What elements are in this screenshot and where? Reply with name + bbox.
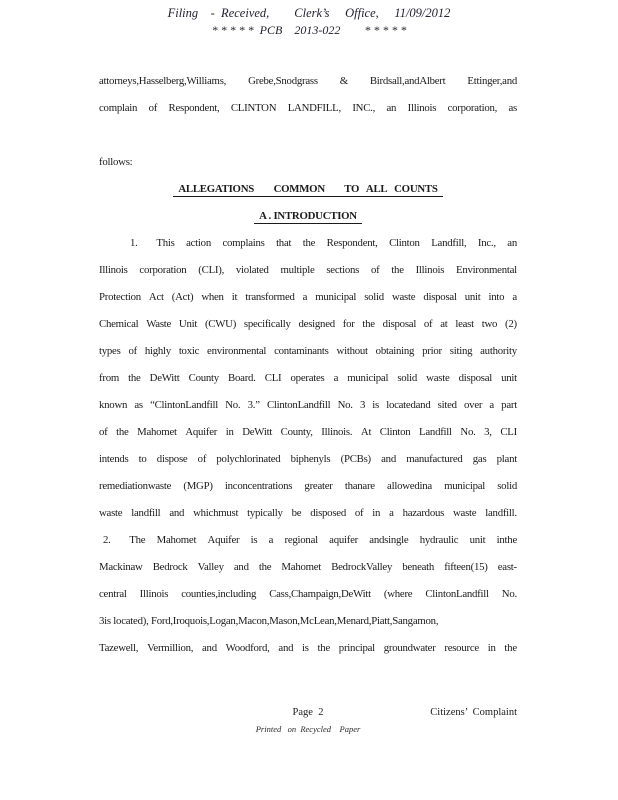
doc-line: waste landfill and whichmust typically be disposed of in a hazardous waste landfill. xyxy=(99,507,517,519)
document-title: Citizens’ Complaint xyxy=(430,707,517,718)
doc-line: Protection Act (Act) when it transformed a municipal solid waste disposal unit into a xyxy=(99,291,517,303)
doc-line: central Illinois counties,including Cass,Champaign,DeWitt (where ClintonLandfill No. xyxy=(99,588,517,600)
heading-introduction xyxy=(99,203,517,230)
doc-line: intends to dispose of polychlorinated biphenyls (PCBs) and manufactured gas plant xyxy=(99,453,517,465)
doc-line: remediationwaste (MGP) inconcentrations greater thanare allowedina municipal solid xyxy=(99,480,517,492)
stamp-line-1: Filing - Received, Clerk’s Office, 11/09/2012 xyxy=(167,6,451,20)
heading-introduction-text: A . INTRODUCTION xyxy=(254,210,362,224)
doc-line: types of highly toxic environmental contaminants without obtaining prior siting authority xyxy=(99,345,517,357)
doc-line: 3is located), Ford,Iroquois,Logan,Macon,Mason,McLean,Menard,Piatt,Sangamon, xyxy=(99,615,439,627)
doc-line: Chemical Waste Unit (CWU) specifically designed for the disposal of at least two (2) xyxy=(99,318,517,330)
doc-line: from the DeWitt County Board. CLI operates a municipal solid waste disposal unit xyxy=(99,372,517,384)
paragraph-2 xyxy=(99,527,517,662)
doc-line: known as “ClintonLandfill No. 3.” ClintonLandfill No. 3 is locatedand sited over a part xyxy=(99,399,517,411)
doc-line: follows: xyxy=(99,156,133,168)
doc-line: Mackinaw Bedrock Valley and the Mahomet BedrockValley beneath fifteen(15) east- xyxy=(99,561,517,573)
page-number: Page 2 xyxy=(292,707,324,718)
doc-line: complain of Respondent, CLINTON LANDFILL, INC., an Illinois corporation, as xyxy=(99,102,517,114)
intro-paragraph xyxy=(99,68,517,176)
filing-stamp xyxy=(0,4,618,39)
doc-line: Tazewell, Vermillion, and Woodford, and is the principal groundwater resource in the xyxy=(99,642,517,654)
footer-row xyxy=(99,705,517,721)
heading-allegations xyxy=(99,176,517,203)
stamp-line-2: * * * * * PCB 2013-022 * * * * * xyxy=(211,23,407,37)
recycled-note: Printed on Recycled Paper xyxy=(255,724,361,734)
paragraph-1 xyxy=(99,230,517,527)
doc-line: 1. This action complains that the Respondent, Clinton Landfill, Inc., an xyxy=(130,237,517,249)
doc-line: attorneys,Hasselberg,Williams, Grebe,Snodgrass & Birdsall,andAlbert Ettinger,and xyxy=(99,75,517,87)
doc-line: 2. The Mahomet Aquifer is a regional aquifer andsingle hydraulic unit inthe xyxy=(103,534,517,546)
doc-line: of the Mahomet Aquifer in DeWitt County, Illinois. At Clinton Landfill No. 3, CLI xyxy=(99,426,517,438)
heading-allegations-text: ALLEGATIONS COMMON TO ALL COUNTS xyxy=(173,183,442,197)
doc-line: Illinois corporation (CLI), violated multiple sections of the Illinois Environmental xyxy=(99,264,517,276)
document-body xyxy=(99,68,517,662)
page-footer xyxy=(99,705,517,734)
